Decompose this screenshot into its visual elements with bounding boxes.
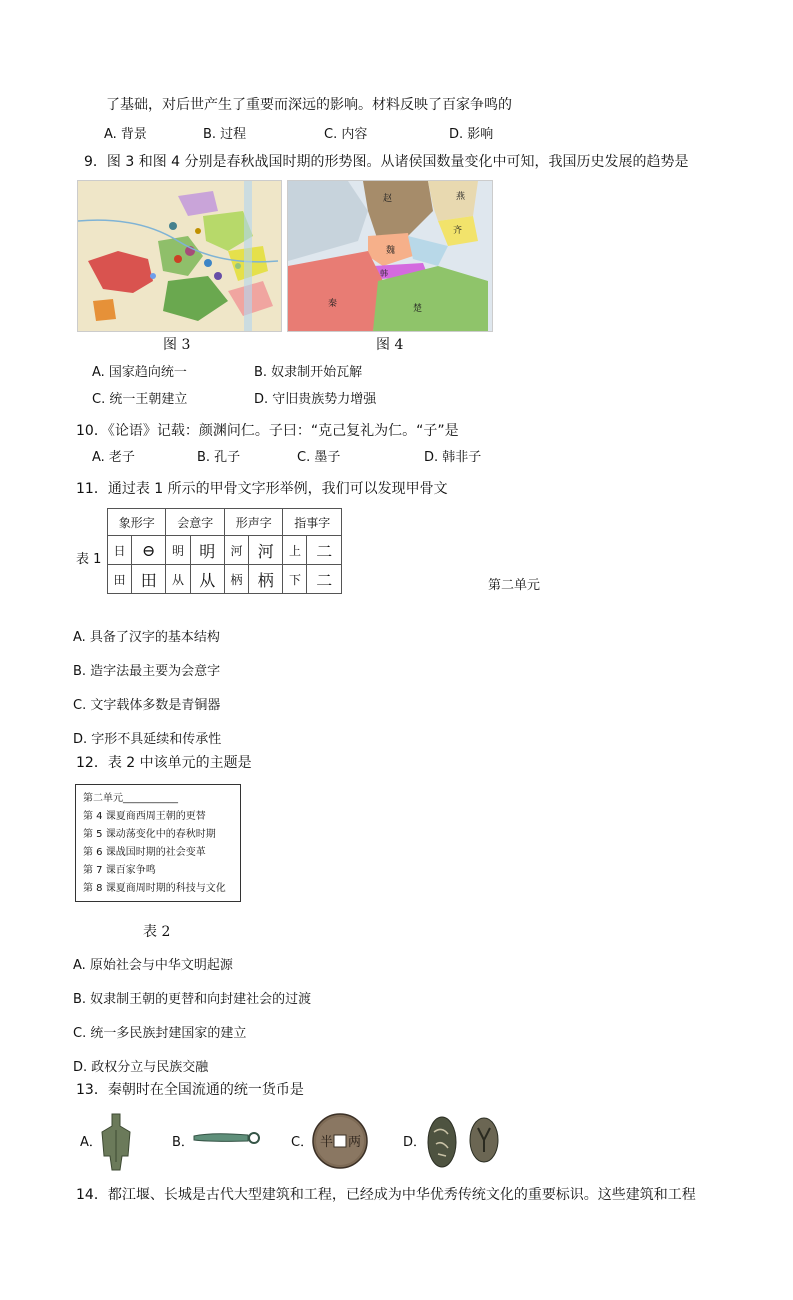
map-label-chu: 楚	[413, 304, 423, 314]
oracle-glyph-xia: 二	[307, 565, 342, 594]
header-phono-semantic: 形声字	[224, 509, 282, 536]
char-shang: 上	[283, 536, 307, 565]
q10-option-a[interactable]: A. 老子	[92, 450, 135, 465]
map-label-wei: 魏	[386, 246, 396, 256]
coin-char-liang: 两	[348, 1135, 362, 1150]
q14-stem: 14．都江堰、长城是古代大型建筑和工程，已经成为中华优秀传统文化的重要标识。这些建筑和工程	[76, 1187, 696, 1203]
unit-title-line: 第二单元___________	[83, 793, 178, 804]
char-ri: 日	[108, 536, 132, 565]
map-label-zhao: 赵	[383, 194, 393, 204]
coin-char-ban: 半	[320, 1135, 334, 1150]
map-label-yan: 燕	[456, 192, 466, 202]
char-tian: 田	[108, 565, 132, 594]
q11-option-c[interactable]: C. 文字载体多数是青铜器	[73, 698, 221, 713]
q9-stem: 9．图 3 和图 4 分别是春秋战国时期的形势图。从诸侯国数量变化中可知，我国历史发展的趋势是	[84, 154, 689, 170]
oracle-glyph-shang: 二	[307, 536, 342, 565]
ant-nose-coin-image[interactable]	[424, 1114, 504, 1170]
q10-option-c[interactable]: C. 墨子	[297, 450, 341, 465]
q8-option-c[interactable]: C. 内容	[324, 127, 368, 142]
char-cong: 从	[166, 565, 190, 594]
oracle-glyph-he: 河	[248, 536, 282, 565]
q13-option-b[interactable]: B．	[172, 1135, 194, 1150]
q13-stem: 13．秦朝时在全国流通的统一货币是	[76, 1082, 304, 1098]
oracle-glyph-tian: 田	[132, 565, 166, 594]
lesson-7-line: 第 7 课百家争鸣	[83, 865, 156, 876]
lesson-5-line: 第 5 课动荡变化中的春秋时期	[83, 829, 216, 840]
oracle-glyph-cong: 从	[190, 565, 224, 594]
map-label-qi: 齐	[453, 226, 463, 236]
side-note-unit: 第二单元	[488, 578, 541, 593]
table-row	[108, 536, 342, 565]
spade-coin-image[interactable]	[96, 1112, 136, 1174]
map-label-qin: 秦	[328, 299, 338, 309]
q11-option-d[interactable]: D. 字形不具延续和传承性	[73, 732, 222, 747]
char-he: 河	[224, 536, 248, 565]
oracle-glyph-bing: 柄	[248, 565, 282, 594]
q13-option-d[interactable]: D．	[403, 1135, 427, 1150]
lesson-6-line: 第 6 课战国时期的社会变革	[83, 847, 206, 858]
lesson-4-line: 第 4 课夏商西周王朝的更替	[83, 811, 206, 822]
q9-option-a[interactable]: A. 国家趋向统一	[92, 365, 187, 380]
map-spring-autumn-image	[78, 181, 281, 331]
q8-option-b[interactable]: B. 过程	[203, 127, 247, 142]
header-indicative: 指事字	[283, 509, 342, 536]
q11-option-b[interactable]: B. 造字法最主要为会意字	[73, 664, 221, 679]
table-row	[108, 565, 342, 594]
q12-option-c[interactable]: C. 统一多民族封建国家的建立	[73, 1026, 247, 1041]
q13-option-c[interactable]: C．	[291, 1135, 314, 1150]
q12-option-a[interactable]: A. 原始社会与中华文明起源	[73, 958, 233, 973]
oracle-bone-table	[107, 508, 342, 594]
table-2-box	[75, 784, 241, 902]
knife-coin-image[interactable]	[192, 1130, 262, 1146]
q8-option-a[interactable]: A. 背景	[104, 127, 147, 142]
map-figure-4	[287, 180, 493, 332]
oracle-glyph-ming: 明	[190, 536, 224, 565]
q10-option-b[interactable]: B. 孔子	[197, 450, 241, 465]
table-1-label: 表 1	[76, 552, 102, 567]
figure-3-caption: 图 3	[163, 337, 191, 353]
lesson-8-line: 第 8 课夏商周时期的科技与文化	[83, 883, 226, 894]
char-ming: 明	[166, 536, 190, 565]
map-warring-states-image	[288, 181, 492, 331]
header-ideograph: 会意字	[166, 509, 224, 536]
q8-stem-tail: 了基础，对后世产生了重要而深远的影响。材料反映了百家争鸣的	[106, 97, 512, 113]
q8-option-d[interactable]: D. 影响	[449, 127, 494, 142]
q9-option-c[interactable]: C. 统一王朝建立	[92, 392, 188, 407]
q11-option-a[interactable]: A. 具备了汉字的基本结构	[73, 630, 220, 645]
oracle-glyph-ri: ⊖	[132, 536, 166, 565]
table-2-caption: 表 2	[143, 924, 171, 940]
map-figure-3	[77, 180, 282, 332]
char-bing: 柄	[224, 565, 248, 594]
header-pictograph: 象形字	[108, 509, 166, 536]
q12-stem: 12．表 2 中该单元的主题是	[76, 755, 252, 771]
q10-stem: 10．《论语》记载：颜渊问仁。子曰：“克己复礼为仁。“子”是	[76, 423, 459, 439]
banliang-coin-image[interactable]	[311, 1112, 369, 1170]
q9-option-b[interactable]: B. 奴隶制开始瓦解	[254, 365, 363, 380]
figure-4-caption: 图 4	[376, 337, 404, 353]
q13-option-a[interactable]: A．	[80, 1135, 102, 1150]
q11-stem: 11．通过表 1 所示的甲骨文字形举例，我们可以发现甲骨文	[76, 481, 448, 497]
map-label-han: 韩	[380, 269, 388, 278]
q12-option-b[interactable]: B. 奴隶制王朝的更替和向封建社会的过渡	[73, 992, 312, 1007]
q10-option-d[interactable]: D. 韩非子	[424, 450, 482, 465]
q12-option-d[interactable]: D. 政权分立与民族交融	[73, 1060, 209, 1075]
q9-option-d[interactable]: D. 守旧贵族势力增强	[254, 392, 377, 407]
char-xia: 下	[283, 565, 307, 594]
